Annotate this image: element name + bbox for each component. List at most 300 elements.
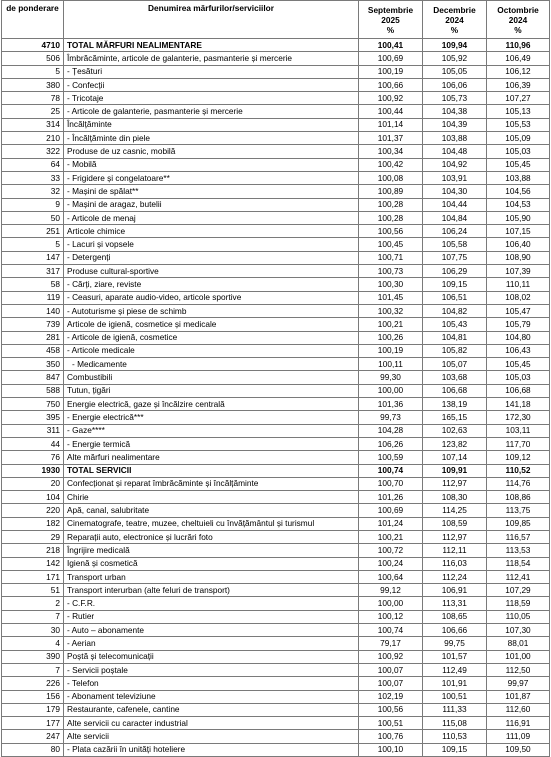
weight-cell: 218 — [2, 544, 64, 557]
table-row — [2, 650, 550, 663]
table-row — [2, 504, 550, 517]
sep-2025-cell: 101,37 — [359, 132, 423, 145]
table-row — [2, 584, 550, 597]
table-row — [2, 610, 550, 623]
weight-cell: 588 — [2, 384, 64, 397]
name-cell: - Ceasuri, aparate audio-video, articole sportive — [64, 291, 359, 304]
sep-2025-cell: 101,26 — [359, 491, 423, 504]
sep-2025-cell: 100,59 — [359, 451, 423, 464]
sep-2025-cell: 100,10 — [359, 743, 423, 756]
sep-2025-cell: 100,92 — [359, 92, 423, 105]
oct-2024-cell: 101,87 — [487, 690, 550, 703]
oct-2024-cell: 113,75 — [487, 504, 550, 517]
table-row — [2, 171, 550, 184]
oct-2024-cell: 108,02 — [487, 291, 550, 304]
table-row — [2, 318, 550, 331]
col-dec-2024-header: Decembrie 2024 % — [423, 1, 487, 39]
name-cell: - Încălțăminte din piele — [64, 132, 359, 145]
sep-2025-cell: 100,00 — [359, 384, 423, 397]
sep-2025-cell: 102,19 — [359, 690, 423, 703]
name-cell: TOTAL MĂRFURI NEALIMENTARE — [64, 39, 359, 52]
weight-cell: 147 — [2, 251, 64, 264]
oct-2024-cell: 106,43 — [487, 344, 550, 357]
table-body — [2, 39, 550, 757]
sep-2025-cell: 100,74 — [359, 624, 423, 637]
weight-cell: 390 — [2, 650, 64, 663]
sep-2025-cell: 100,71 — [359, 251, 423, 264]
name-cell: TOTAL SERVICII — [64, 464, 359, 477]
dec-2024-cell: 104,30 — [423, 185, 487, 198]
weight-cell: 182 — [2, 517, 64, 530]
name-cell: Îmbrăcăminte, articole de galanterie, pasmanterie și mercerie — [64, 52, 359, 65]
name-cell: - Autoturisme și piese de schimb — [64, 304, 359, 317]
weight-cell: 44 — [2, 437, 64, 450]
weight-cell: 750 — [2, 398, 64, 411]
weight-cell: 506 — [2, 52, 64, 65]
sep-2025-cell: 100,41 — [359, 39, 423, 52]
weight-cell: 50 — [2, 211, 64, 224]
weight-cell: 51 — [2, 584, 64, 597]
dec-2024-cell: 104,48 — [423, 145, 487, 158]
dec-2024-cell: 103,68 — [423, 371, 487, 384]
table-row — [2, 730, 550, 743]
dec-2024-cell: 105,92 — [423, 52, 487, 65]
dec-2024-cell: 114,25 — [423, 504, 487, 517]
name-cell: - Articole de igienă, cosmetice — [64, 331, 359, 344]
dec-2024-cell: 108,30 — [423, 491, 487, 504]
table-row — [2, 437, 550, 450]
dec-2024-cell: 99,75 — [423, 637, 487, 650]
sep-2025-cell: 100,89 — [359, 185, 423, 198]
dec-2024-cell: 116,03 — [423, 557, 487, 570]
weight-cell: 322 — [2, 145, 64, 158]
weight-cell: 739 — [2, 318, 64, 331]
sep-2025-cell: 100,00 — [359, 597, 423, 610]
dec-2024-cell: 104,39 — [423, 118, 487, 131]
oct-2024-cell: 104,80 — [487, 331, 550, 344]
dec-2024-cell: 105,43 — [423, 318, 487, 331]
weight-cell: 20 — [2, 477, 64, 490]
table-row — [2, 92, 550, 105]
table-row — [2, 451, 550, 464]
name-cell: Energie electrică, gaze și încălzire centrală — [64, 398, 359, 411]
weight-cell: 7 — [2, 610, 64, 623]
weight-cell: 281 — [2, 331, 64, 344]
dec-2024-cell: 112,49 — [423, 663, 487, 676]
name-cell: Alte servicii — [64, 730, 359, 743]
weight-cell: 210 — [2, 132, 64, 145]
weight-cell: 171 — [2, 570, 64, 583]
oct-2024-cell: 101,00 — [487, 650, 550, 663]
weight-cell: 58 — [2, 278, 64, 291]
dec-2024-cell: 103,91 — [423, 171, 487, 184]
oct-2024-cell: 107,15 — [487, 225, 550, 238]
sep-2025-cell: 100,19 — [359, 344, 423, 357]
name-cell: Tutun, țigări — [64, 384, 359, 397]
weight-cell: 80 — [2, 743, 64, 756]
oct-2024-cell: 110,05 — [487, 610, 550, 623]
table-row — [2, 464, 550, 477]
name-cell: Încălțăminte — [64, 118, 359, 131]
sep-2025-cell: 101,45 — [359, 291, 423, 304]
name-cell: - Articole de galanterie, pasmanterie și mercerie — [64, 105, 359, 118]
name-cell: - Articole medicale — [64, 344, 359, 357]
oct-2024-cell: 105,09 — [487, 132, 550, 145]
table-row — [2, 105, 550, 118]
sep-2025-cell: 100,21 — [359, 318, 423, 331]
dec-2024-cell: 106,24 — [423, 225, 487, 238]
dec-2024-cell: 108,65 — [423, 610, 487, 623]
oct-2024-cell: 107,29 — [487, 584, 550, 597]
weight-cell: 140 — [2, 304, 64, 317]
weight-cell: 32 — [2, 185, 64, 198]
oct-2024-cell: 105,13 — [487, 105, 550, 118]
weight-cell: 5 — [2, 238, 64, 251]
table-row — [2, 225, 550, 238]
sep-2025-cell: 100,69 — [359, 52, 423, 65]
dec-2024-cell: 105,73 — [423, 92, 487, 105]
table-header — [2, 1, 550, 39]
name-cell: - Frigidere și congelatoare** — [64, 171, 359, 184]
sep-2025-cell: 100,51 — [359, 717, 423, 730]
sep-2025-cell: 100,07 — [359, 677, 423, 690]
table-row — [2, 344, 550, 357]
dec-2024-cell: 104,92 — [423, 158, 487, 171]
weight-cell: 226 — [2, 677, 64, 690]
dec-2024-cell: 102,63 — [423, 424, 487, 437]
sep-2025-cell: 100,92 — [359, 650, 423, 663]
table-row — [2, 304, 550, 317]
dec-2024-cell: 113,31 — [423, 597, 487, 610]
col-oct-2024-header: Octombrie 2024 % — [487, 1, 550, 39]
table-row — [2, 251, 550, 264]
sep-2025-cell: 100,56 — [359, 703, 423, 716]
dec-2024-cell: 165,15 — [423, 411, 487, 424]
oct-2024-cell: 112,50 — [487, 663, 550, 676]
weight-cell: 29 — [2, 530, 64, 543]
name-cell: - Lacuri și vopsele — [64, 238, 359, 251]
sep-2025-cell: 100,34 — [359, 145, 423, 158]
oct-2024-cell: 107,39 — [487, 265, 550, 278]
oct-2024-cell: 105,03 — [487, 145, 550, 158]
col-sep-2025-header: Septembrie 2025 % — [359, 1, 423, 39]
dec-2024-cell: 105,82 — [423, 344, 487, 357]
dec-2024-cell: 107,75 — [423, 251, 487, 264]
table-row — [2, 132, 550, 145]
dec-2024-cell: 106,91 — [423, 584, 487, 597]
dec-2024-cell: 112,11 — [423, 544, 487, 557]
price-index-table — [1, 0, 550, 757]
dec-2024-cell: 106,68 — [423, 384, 487, 397]
weight-cell: 64 — [2, 158, 64, 171]
name-cell: - Rutier — [64, 610, 359, 623]
oct-2024-cell: 110,96 — [487, 39, 550, 52]
table-row — [2, 39, 550, 52]
table-row — [2, 717, 550, 730]
sep-2025-cell: 100,70 — [359, 477, 423, 490]
table-row — [2, 411, 550, 424]
table-row — [2, 238, 550, 251]
table-row — [2, 78, 550, 91]
weight-cell: 104 — [2, 491, 64, 504]
sep-2025-cell: 106,26 — [359, 437, 423, 450]
name-cell: - Mașini de spălat** — [64, 185, 359, 198]
oct-2024-cell: 109,50 — [487, 743, 550, 756]
name-cell: Igienă și cosmetică — [64, 557, 359, 570]
oct-2024-cell: 106,39 — [487, 78, 550, 91]
dec-2024-cell: 107,14 — [423, 451, 487, 464]
oct-2024-cell: 106,12 — [487, 65, 550, 78]
table-row — [2, 703, 550, 716]
table-row — [2, 371, 550, 384]
dec-2024-cell: 104,38 — [423, 105, 487, 118]
oct-2024-cell: 118,54 — [487, 557, 550, 570]
name-cell: Restaurante, cafenele, cantine — [64, 703, 359, 716]
oct-2024-cell: 107,27 — [487, 92, 550, 105]
name-cell: - Abonament televiziune — [64, 690, 359, 703]
oct-2024-cell: 172,30 — [487, 411, 550, 424]
table-row — [2, 291, 550, 304]
table-row — [2, 677, 550, 690]
dec-2024-cell: 100,51 — [423, 690, 487, 703]
weight-cell: 395 — [2, 411, 64, 424]
dec-2024-cell: 108,59 — [423, 517, 487, 530]
sep-2025-cell: 100,74 — [359, 464, 423, 477]
name-header: Denumirea mărfurilor/serviciilor — [64, 1, 359, 39]
oct-2024-cell: 105,45 — [487, 158, 550, 171]
sep-2025-cell: 100,69 — [359, 504, 423, 517]
weight-cell: 9 — [2, 198, 64, 211]
oct-2024-cell: 99,97 — [487, 677, 550, 690]
name-cell: - Auto – abonamente — [64, 624, 359, 637]
dec-2024-cell: 138,19 — [423, 398, 487, 411]
sep-2025-cell: 101,24 — [359, 517, 423, 530]
oct-2024-cell: 103,11 — [487, 424, 550, 437]
name-cell: - Energie electrică*** — [64, 411, 359, 424]
name-cell: - Mașini de aragaz, butelii — [64, 198, 359, 211]
weight-header: de ponderare — [2, 1, 64, 39]
weight-cell: 78 — [2, 92, 64, 105]
sep-2025-cell: 100,66 — [359, 78, 423, 91]
dec-2024-cell: 112,97 — [423, 477, 487, 490]
weight-cell: 350 — [2, 358, 64, 371]
oct-2024-cell: 109,85 — [487, 517, 550, 530]
oct-2024-cell: 116,91 — [487, 717, 550, 730]
weight-cell: 33 — [2, 171, 64, 184]
oct-2024-cell: 109,12 — [487, 451, 550, 464]
name-cell: Produse de uz casnic, mobilă — [64, 145, 359, 158]
table-row — [2, 52, 550, 65]
oct-2024-cell: 105,45 — [487, 358, 550, 371]
dec-2024-cell: 109,15 — [423, 278, 487, 291]
weight-cell: 76 — [2, 451, 64, 464]
name-cell: Combustibili — [64, 371, 359, 384]
weight-cell: 847 — [2, 371, 64, 384]
dec-2024-cell: 105,05 — [423, 65, 487, 78]
sep-2025-cell: 100,26 — [359, 331, 423, 344]
table-row — [2, 491, 550, 504]
name-cell: - Articole de menaj — [64, 211, 359, 224]
sep-2025-cell: 100,76 — [359, 730, 423, 743]
oct-2024-cell: 105,79 — [487, 318, 550, 331]
oct-2024-cell: 106,49 — [487, 52, 550, 65]
weight-cell: 156 — [2, 690, 64, 703]
name-cell: Articole de igienă, cosmetice și medicale — [64, 318, 359, 331]
weight-cell: 30 — [2, 624, 64, 637]
weight-cell: 1930 — [2, 464, 64, 477]
sep-2025-cell: 100,44 — [359, 105, 423, 118]
name-cell: Confecționat și reparat îmbrăcăminte și încălțăminte — [64, 477, 359, 490]
weight-cell: 251 — [2, 225, 64, 238]
oct-2024-cell: 106,68 — [487, 384, 550, 397]
oct-2024-cell: 104,53 — [487, 198, 550, 211]
name-cell: Produse cultural-sportive — [64, 265, 359, 278]
dec-2024-cell: 101,91 — [423, 677, 487, 690]
table-row — [2, 690, 550, 703]
weight-cell: 2 — [2, 597, 64, 610]
table-row — [2, 331, 550, 344]
name-cell: Alte servicii cu caracter industrial — [64, 717, 359, 730]
dec-2024-cell: 109,15 — [423, 743, 487, 756]
sep-2025-cell: 100,28 — [359, 211, 423, 224]
sep-2025-cell: 100,24 — [359, 557, 423, 570]
sep-2025-cell: 100,73 — [359, 265, 423, 278]
table-row — [2, 158, 550, 171]
weight-cell: 317 — [2, 265, 64, 278]
name-cell: - Tricotaje — [64, 92, 359, 105]
name-cell: - Servicii poștale — [64, 663, 359, 676]
name-cell: Cinematografe, teatre, muzee, cheltuieli cu învățământul și turismul — [64, 517, 359, 530]
sep-2025-cell: 100,72 — [359, 544, 423, 557]
table-row — [2, 544, 550, 557]
table-row — [2, 211, 550, 224]
name-cell: - Aerian — [64, 637, 359, 650]
table-row — [2, 530, 550, 543]
dec-2024-cell: 105,58 — [423, 238, 487, 251]
weight-cell: 314 — [2, 118, 64, 131]
dec-2024-cell: 106,66 — [423, 624, 487, 637]
sep-2025-cell: 101,14 — [359, 118, 423, 131]
name-cell: - C.F.R. — [64, 597, 359, 610]
oct-2024-cell: 104,56 — [487, 185, 550, 198]
oct-2024-cell: 110,11 — [487, 278, 550, 291]
dec-2024-cell: 106,29 — [423, 265, 487, 278]
weight-cell: 119 — [2, 291, 64, 304]
oct-2024-cell: 106,40 — [487, 238, 550, 251]
sep-2025-cell: 100,08 — [359, 171, 423, 184]
oct-2024-cell: 114,76 — [487, 477, 550, 490]
weight-cell: 177 — [2, 717, 64, 730]
weight-cell: 25 — [2, 105, 64, 118]
name-cell: - Confecții — [64, 78, 359, 91]
table-row — [2, 398, 550, 411]
table-row — [2, 477, 550, 490]
sep-2025-cell: 100,21 — [359, 530, 423, 543]
weight-cell: 380 — [2, 78, 64, 91]
table-row — [2, 597, 550, 610]
sep-2025-cell: 100,45 — [359, 238, 423, 251]
dec-2024-cell: 109,91 — [423, 464, 487, 477]
dec-2024-cell: 104,81 — [423, 331, 487, 344]
name-cell: Transport interurban (alte feluri de transport) — [64, 584, 359, 597]
dec-2024-cell: 110,53 — [423, 730, 487, 743]
sep-2025-cell: 100,30 — [359, 278, 423, 291]
sep-2025-cell: 100,64 — [359, 570, 423, 583]
name-cell: Poștă și telecomunicații — [64, 650, 359, 663]
sep-2025-cell: 100,07 — [359, 663, 423, 676]
table-row — [2, 384, 550, 397]
oct-2024-cell: 105,53 — [487, 118, 550, 131]
name-cell: - Telefon — [64, 677, 359, 690]
oct-2024-cell: 105,47 — [487, 304, 550, 317]
table-row — [2, 358, 550, 371]
oct-2024-cell: 103,88 — [487, 171, 550, 184]
table-row — [2, 517, 550, 530]
sep-2025-cell: 100,42 — [359, 158, 423, 171]
name-cell: Îngrijire medicală — [64, 544, 359, 557]
name-cell: Reparații auto, electronice și lucrări foto — [64, 530, 359, 543]
dec-2024-cell: 123,82 — [423, 437, 487, 450]
oct-2024-cell: 141,18 — [487, 398, 550, 411]
weight-cell: 247 — [2, 730, 64, 743]
oct-2024-cell: 88,01 — [487, 637, 550, 650]
sep-2025-cell: 99,73 — [359, 411, 423, 424]
dec-2024-cell: 112,97 — [423, 530, 487, 543]
sep-2025-cell: 100,19 — [359, 65, 423, 78]
oct-2024-cell: 112,60 — [487, 703, 550, 716]
dec-2024-cell: 106,51 — [423, 291, 487, 304]
sep-2025-cell: 101,36 — [359, 398, 423, 411]
dec-2024-cell: 104,84 — [423, 211, 487, 224]
name-cell: - Mobilă — [64, 158, 359, 171]
dec-2024-cell: 112,24 — [423, 570, 487, 583]
table-row — [2, 557, 550, 570]
weight-cell: 4710 — [2, 39, 64, 52]
table-row — [2, 424, 550, 437]
dec-2024-cell: 104,82 — [423, 304, 487, 317]
sep-2025-cell: 100,28 — [359, 198, 423, 211]
oct-2024-cell: 108,90 — [487, 251, 550, 264]
sep-2025-cell: 104,28 — [359, 424, 423, 437]
oct-2024-cell: 107,30 — [487, 624, 550, 637]
oct-2024-cell: 116,57 — [487, 530, 550, 543]
sep-2025-cell: 100,12 — [359, 610, 423, 623]
dec-2024-cell: 115,08 — [423, 717, 487, 730]
weight-cell: 458 — [2, 344, 64, 357]
sep-2025-cell: 79,17 — [359, 637, 423, 650]
table-row — [2, 570, 550, 583]
oct-2024-cell: 105,90 — [487, 211, 550, 224]
table-row — [2, 65, 550, 78]
dec-2024-cell: 104,44 — [423, 198, 487, 211]
table-row — [2, 663, 550, 676]
oct-2024-cell: 110,52 — [487, 464, 550, 477]
sep-2025-cell: 99,12 — [359, 584, 423, 597]
dec-2024-cell: 101,57 — [423, 650, 487, 663]
weight-cell: 7 — [2, 663, 64, 676]
dec-2024-cell: 109,94 — [423, 39, 487, 52]
table-row — [2, 278, 550, 291]
name-cell: - Medicamente — [64, 358, 359, 371]
name-cell: - Cărți, ziare, reviste — [64, 278, 359, 291]
dec-2024-cell: 106,06 — [423, 78, 487, 91]
dec-2024-cell: 103,88 — [423, 132, 487, 145]
oct-2024-cell: 117,70 — [487, 437, 550, 450]
name-cell: - Plata cazării în unități hoteliere — [64, 743, 359, 756]
name-cell: - Gaze**** — [64, 424, 359, 437]
table-row — [2, 624, 550, 637]
oct-2024-cell: 105,03 — [487, 371, 550, 384]
